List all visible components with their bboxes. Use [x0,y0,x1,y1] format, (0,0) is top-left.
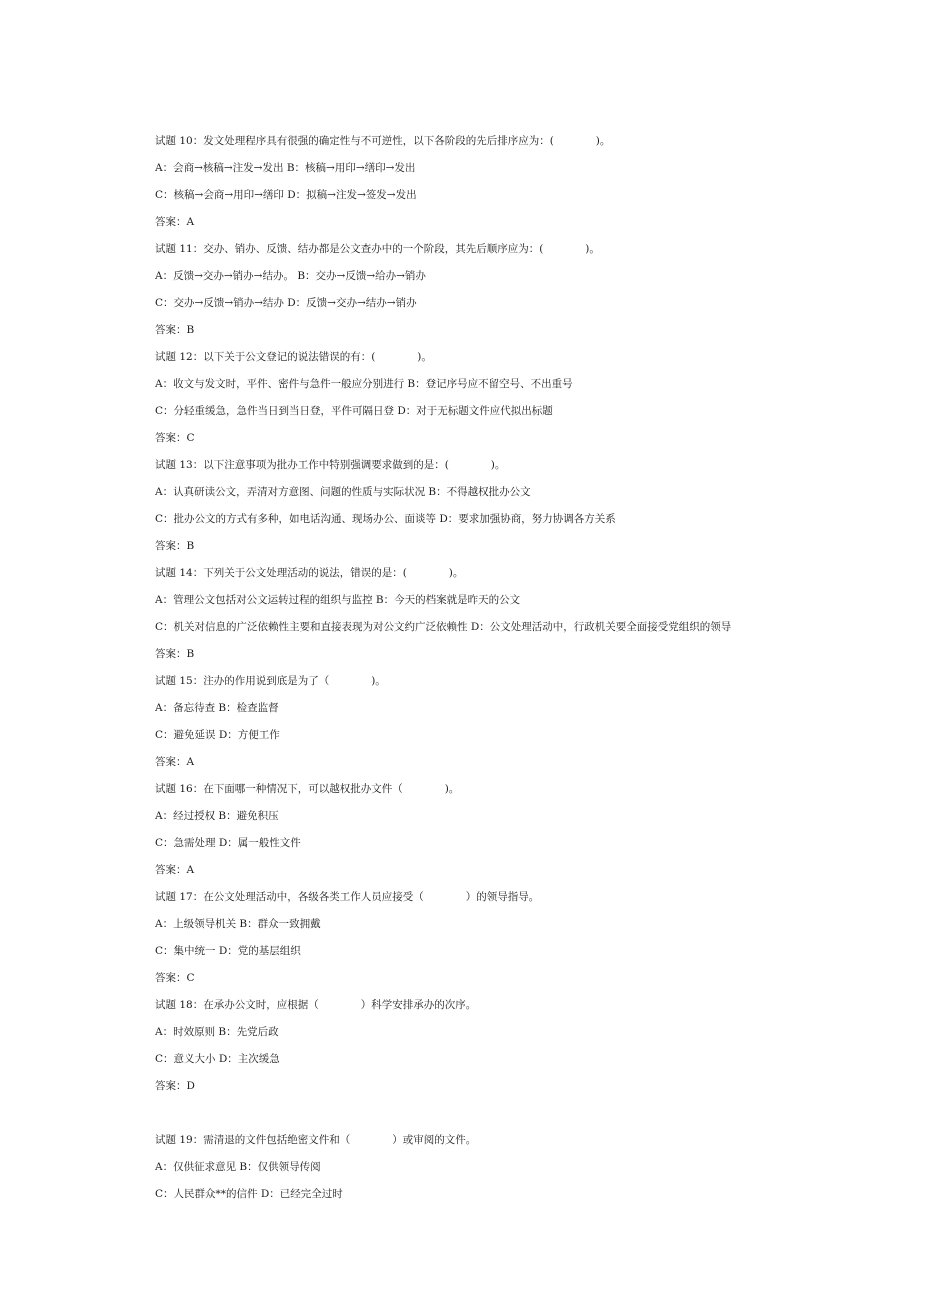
options-cd: C：人民群众**的信件 D：已经完全过时 [155,1188,343,1200]
question-block-17 [155,890,935,985]
options-cd: C：交办→反馈→销办→结办 D：反馈→交办→结办→销办 [155,297,417,309]
answer: 答案：A [155,864,195,876]
document-page [155,134,935,1214]
question-text: 试题 14：下列关于公文处理活动的说法，错误的是：( )。 [155,567,464,579]
answer: 答案：A [155,756,195,768]
question-text: 试题 13：以下注意事项为批办工作中特别强调要求做到的是：( )。 [155,459,506,471]
answer: 答案：A [155,216,195,228]
options-cd: C：急需处理 D：属一般性文件 [155,837,301,849]
answer: 答案：B [155,540,195,552]
options-ab: A：上级领导机关 B：群众一致拥戴 [155,918,321,930]
question-block-16 [155,782,935,877]
options-cd: C：意义大小 D：主次缓急 [155,1053,280,1065]
question-text: 试题 18：在承办公文时，应根据（ ）科学安排承办的次序。 [155,999,477,1011]
options-cd: C：分轻重缓急，急件当日到当日登，平件可隔日登 D：对于无标题文件应代拟出标题 [155,405,553,417]
options-cd: C：核稿→会商→用印→缮印 D：拟稿→注发→签发→发出 [155,189,417,201]
question-text: 试题 19：需清退的文件包括绝密文件和（ ）或审阅的文件。 [155,1134,477,1146]
question-text: 试题 12：以下关于公文登记的说法错误的有：( )。 [155,351,432,363]
question-block-14 [155,566,935,661]
options-ab: A：会商→核稿→注发→发出 B：核稿→用印→缮印→发出 [155,162,416,174]
options-ab: A：经过授权 B：避免积压 [155,810,279,822]
question-block-13 [155,458,935,553]
answer: 答案：D [155,1080,195,1092]
question-block-10 [155,134,935,229]
options-cd: C：机关对信息的广泛依赖性主要和直接表现为对公文约广泛依赖性 D：公文处理活动中，行政机关要全面接受党组织的领导 [155,621,732,633]
section-gap [155,1106,935,1133]
options-cd: C：批办公文的方式有多种，如电话沟通、现场办公、面谈等 D：要求加强协商，努力协调各方关系 [155,513,616,525]
question-block-12 [155,350,935,445]
answer: 答案：C [155,972,195,984]
options-ab: A：备忘待查 B：检查监督 [155,702,279,714]
question-text: 试题 17：在公文处理活动中，各级各类工作人员应接受（ ）的领导指导。 [155,891,540,903]
question-block-19 [155,1133,935,1201]
options-ab: A：收文与发文时，平件、密件与急件一般应分别进行 B：登记序号应不留空号、不出重号 [155,378,573,390]
question-block-15 [155,674,935,769]
options-cd: C：集中统一 D：党的基层组织 [155,945,301,957]
question-text: 试题 10：发文处理程序具有很强的确定性与不可逆性，以下各阶段的先后排序应为：( )。 [155,135,611,147]
answer: 答案：B [155,648,195,660]
question-block-18 [155,998,935,1093]
question-block-11 [155,242,935,337]
question-text: 试题 11：交办、销办、反馈、结办都是公文查办中的一个阶段，其先后顺序应为：( )。 [155,243,600,255]
options-ab: A：认真研读公文，弄清对方意图、问题的性质与实际状况 B：不得越权批办公文 [155,486,531,498]
answer: 答案：C [155,432,195,444]
question-text: 试题 15：注办的作用说到底是为了（ )。 [155,675,386,687]
options-cd: C：避免延误 D：方便工作 [155,729,280,741]
answer: 答案：B [155,324,195,336]
options-ab: A：仅供征求意见 B：仅供领导传阅 [155,1161,321,1173]
question-text: 试题 16：在下面哪一种情况下，可以越权批办文件（ )。 [155,783,460,795]
options-ab: A：管理公文包括对公文运转过程的组织与监控 B：今天的档案就是昨天的公文 [155,594,521,606]
options-ab: A：时效原则 B：先党后政 [155,1026,279,1038]
options-ab: A：反馈→交办→销办→结办。 B：交办→反馈→给办→销办 [155,270,426,282]
